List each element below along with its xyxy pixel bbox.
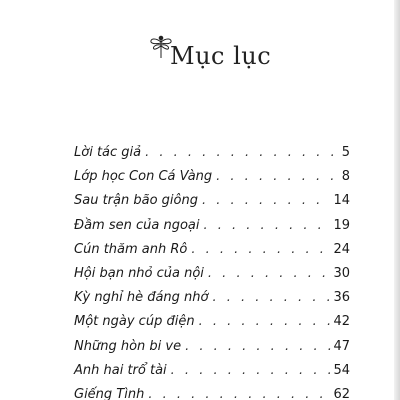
toc-entry[interactable]: [74, 290, 350, 314]
toc-entry[interactable]: [74, 266, 350, 290]
toc-entry-title: Sau trận bão giông: [74, 193, 198, 209]
dot-leader: [202, 193, 331, 208]
toc-entry-page-number: 62: [333, 386, 350, 400]
dot-leader: [171, 363, 332, 378]
dot-leader: [216, 169, 340, 184]
toc-entry-page-number: 42: [333, 314, 350, 330]
toc-entry[interactable]: [74, 169, 350, 193]
dot-leader: [191, 242, 331, 257]
dot-leader: [212, 290, 331, 305]
toc-entry-page-number: 8: [341, 169, 350, 185]
toc-entry[interactable]: [74, 218, 350, 242]
toc-entry[interactable]: [74, 339, 350, 363]
toc-entry-title: Những hòn bi ve: [74, 338, 182, 354]
page-edge-shadow: [394, 0, 400, 400]
toc-entry-page-number: 14: [333, 193, 350, 209]
dot-leader: [204, 218, 332, 233]
toc-entry-page-number: 24: [333, 241, 350, 257]
table-of-contents: [74, 145, 350, 400]
toc-entry-title: Lớp học Con Cá Vàng: [74, 169, 213, 185]
toc-entry-title: Hội bạn nhỏ của nội: [74, 265, 204, 281]
dot-leader: [185, 339, 331, 354]
toc-entry[interactable]: [74, 314, 350, 338]
toc-entry[interactable]: [74, 145, 350, 169]
toc-entry-title: Lời tác giả: [74, 145, 142, 160]
toc-entry-title: Cún thăm anh Rô: [74, 241, 188, 257]
toc-entry-title: Anh hai trổ tài: [74, 362, 167, 378]
toc-entry[interactable]: [74, 387, 350, 400]
toc-entry[interactable]: [74, 193, 350, 217]
toc-heading: [148, 34, 278, 78]
toc-entry-page-number: 30: [333, 265, 350, 281]
page-title: Mục lục: [170, 42, 272, 70]
toc-entry-page-number: 19: [333, 217, 350, 233]
toc-entry[interactable]: [74, 363, 350, 387]
toc-entry-title: Đầm sen của ngoại: [74, 217, 200, 233]
toc-entry-title: Một ngày cúp điện: [74, 314, 195, 330]
dot-leader: [199, 314, 332, 329]
dot-leader: [208, 266, 332, 281]
toc-entry-page-number: 36: [333, 290, 350, 306]
toc-entry-page-number: 5: [341, 145, 350, 160]
toc-entry-title: Giếng Tình: [74, 386, 145, 400]
toc-entry-page-number: 47: [333, 338, 350, 354]
dot-leader: [145, 145, 340, 160]
toc-entry[interactable]: [74, 242, 350, 266]
dot-leader: [148, 387, 331, 400]
toc-entry-title: Kỳ nghỉ hè đáng nhớ: [74, 290, 209, 306]
toc-entry-page-number: 54: [333, 362, 350, 378]
